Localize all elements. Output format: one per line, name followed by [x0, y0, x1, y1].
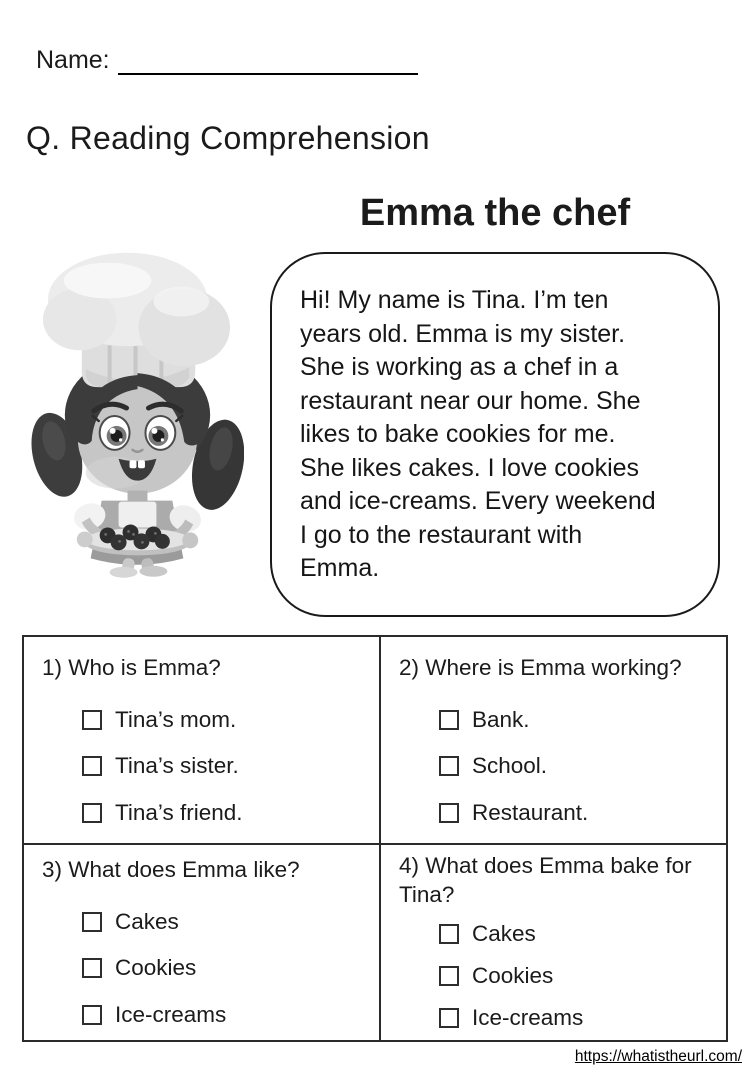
questions-table: [22, 635, 728, 1042]
question-4-options: [399, 906, 714, 1032]
checkbox[interactable]: [82, 803, 102, 823]
checkbox[interactable]: [82, 958, 102, 978]
option-label: Ice-creams: [472, 1004, 584, 1030]
question-1-text: 1) Who is Emma?: [42, 655, 221, 680]
option-label: Cakes: [472, 920, 536, 946]
checkbox[interactable]: [439, 756, 459, 776]
option-label: Cookies: [115, 955, 197, 981]
option-item[interactable]: [439, 962, 714, 990]
option-label: Tina’s mom.: [115, 707, 237, 733]
checkbox[interactable]: [439, 924, 459, 944]
passage-line: Emma.: [300, 554, 380, 582]
speech-bubble: [270, 252, 720, 617]
question-1-options: [42, 688, 367, 826]
option-item[interactable]: [439, 799, 714, 827]
checkbox[interactable]: [439, 803, 459, 823]
passage-line: Hi! My name is Tina. I’m ten: [300, 286, 609, 314]
checkbox[interactable]: [439, 710, 459, 730]
passage-line: likes to bake cookies for me.: [300, 420, 616, 448]
option-item[interactable]: [439, 706, 714, 734]
option-item[interactable]: [82, 799, 367, 827]
option-label: Cookies: [472, 962, 554, 988]
option-label: Ice-creams: [115, 1001, 227, 1027]
option-item[interactable]: [82, 706, 367, 734]
option-label: Bank.: [472, 707, 530, 733]
question-cell-2: [381, 637, 726, 845]
footer-link[interactable]: https://whatistheurl.com/: [574, 1048, 742, 1065]
checkbox[interactable]: [82, 1005, 102, 1025]
question-cell-4: [381, 845, 726, 1040]
question-2-options: [399, 688, 714, 826]
checkbox[interactable]: [82, 710, 102, 730]
checkbox[interactable]: [82, 912, 102, 932]
name-row: [36, 46, 418, 75]
question-cell-3: [24, 845, 381, 1040]
section-heading: Q. Reading Comprehension: [26, 120, 430, 156]
option-item[interactable]: [82, 1001, 367, 1029]
passage-title: Emma the chef: [359, 192, 631, 234]
option-item[interactable]: [439, 1004, 714, 1032]
chef-girl-illustration: [30, 246, 244, 578]
checkbox[interactable]: [439, 966, 459, 986]
checkbox[interactable]: [439, 1008, 459, 1028]
option-label: Cakes: [115, 909, 179, 935]
name-label: Name:: [36, 46, 110, 74]
passage-line: years old. Emma is my sister.: [300, 319, 626, 348]
question-cell-1: [24, 637, 381, 845]
checkbox[interactable]: [82, 756, 102, 776]
option-item[interactable]: [82, 752, 367, 780]
option-label: Restaurant.: [472, 799, 589, 825]
question-4-text: 4) What does Emma bake for Tina?: [399, 853, 692, 908]
passage-line: restaurant near our home. She: [300, 386, 641, 415]
question-2-text: 2) Where is Emma working?: [399, 655, 682, 680]
option-label: Tina’s sister.: [115, 753, 239, 779]
option-item[interactable]: [82, 908, 367, 936]
option-item[interactable]: [82, 954, 367, 982]
passage-line: and ice-creams. Every weekend: [300, 487, 656, 515]
passage-line: I go to the restaurant with: [300, 520, 583, 549]
question-3-text: 3) What does Emma like?: [42, 857, 300, 882]
question-3-options: [42, 890, 367, 1028]
option-item[interactable]: [439, 920, 714, 948]
passage-line: She is working as a chef in a: [300, 353, 619, 381]
option-item[interactable]: [439, 752, 714, 780]
name-fill-line[interactable]: [118, 51, 418, 75]
passage-line: She likes cakes. I love cookies: [300, 453, 640, 482]
option-label: Tina’s friend.: [115, 799, 243, 825]
option-label: School.: [472, 753, 548, 779]
